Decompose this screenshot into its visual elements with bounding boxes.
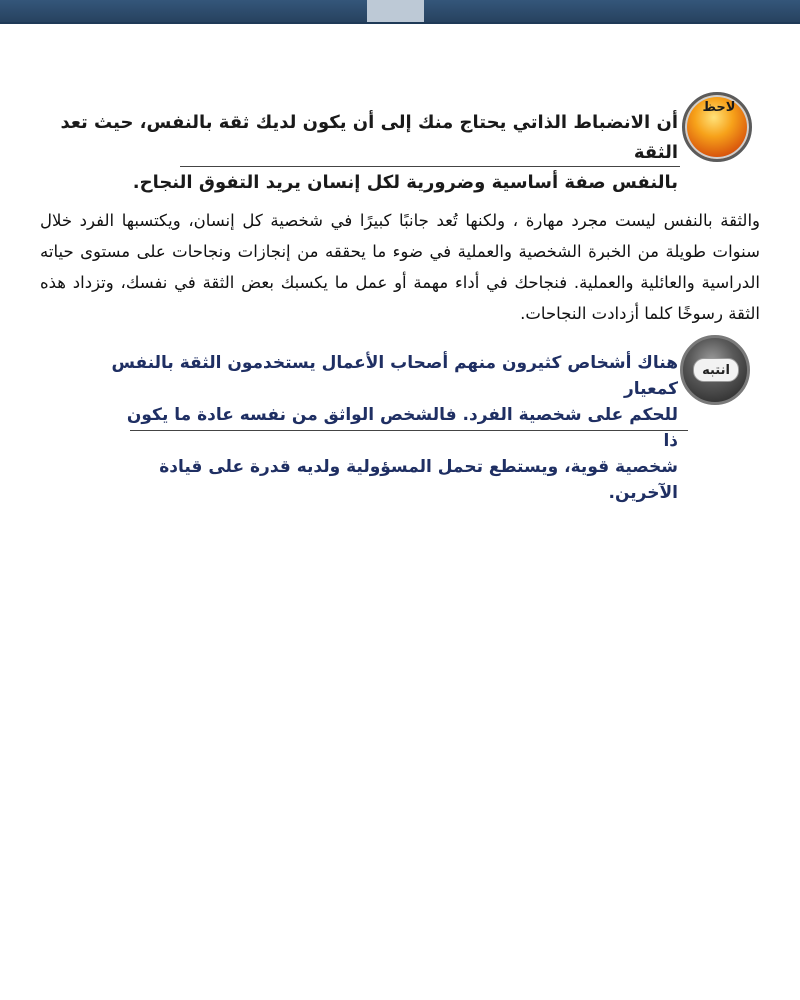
header-divider bbox=[0, 22, 800, 32]
attention-badge-icon bbox=[680, 335, 750, 405]
note-attention-line-2: للحكم على شخصية الفرد. فالشخص الواثق من نفسه عادة ما يكون ذا bbox=[126, 405, 678, 451]
notice-badge-label: لاحظ bbox=[702, 99, 736, 115]
note-observe-line-1: أن الانضباط الذاتي يحتاج منك إلى أن يكون لديك ثقة بالنفس، حيث تعد الثقة bbox=[60, 112, 678, 163]
header-bar-left bbox=[0, 0, 367, 22]
note-attention-line-1: هناك أشخاص كثيرون منهم أصحاب الأعمال يستخدمون الثقة بالنفس كمعيار bbox=[111, 353, 678, 399]
body-paragraph: والثقة بالنفس ليست مجرد مهارة ، ولكنها تُعد جانبًا كبيرًا في شخصية كل إنسان، ويكتسبها الفرد خلال سنوات طويلة من الخبرة الشخصية والعملية في ضوء ما يحققه من إنجازات ونجاحات على مستوى حياته الدراسية والعائلية والعملية. فنجاحك في أداء مهمة أو عمل ما يكسبك بعض الثقة في نفسك، وتزداد هذه الثقة رسوخًا كلما أزدادت النجاحات. bbox=[40, 211, 760, 323]
header-bar bbox=[0, 0, 800, 30]
header-bar-right bbox=[424, 0, 800, 22]
note-attention bbox=[110, 350, 678, 506]
note-attention-underline bbox=[130, 430, 688, 431]
note-observe bbox=[60, 108, 678, 198]
note-observe-line-2: بالنفس صفة أساسية وضرورية لكل إنسان يريد التفوق النجاح. bbox=[132, 172, 678, 193]
attention-badge-label: انتبه bbox=[693, 358, 739, 382]
header-tab bbox=[367, 0, 424, 22]
note-observe-underline bbox=[180, 166, 680, 167]
note-attention-line-3: شخصية قوية، ويستطع تحمل المسؤولية ولديه قدرة على قيادة الآخرين. bbox=[159, 457, 678, 503]
notice-badge-icon bbox=[682, 92, 752, 162]
